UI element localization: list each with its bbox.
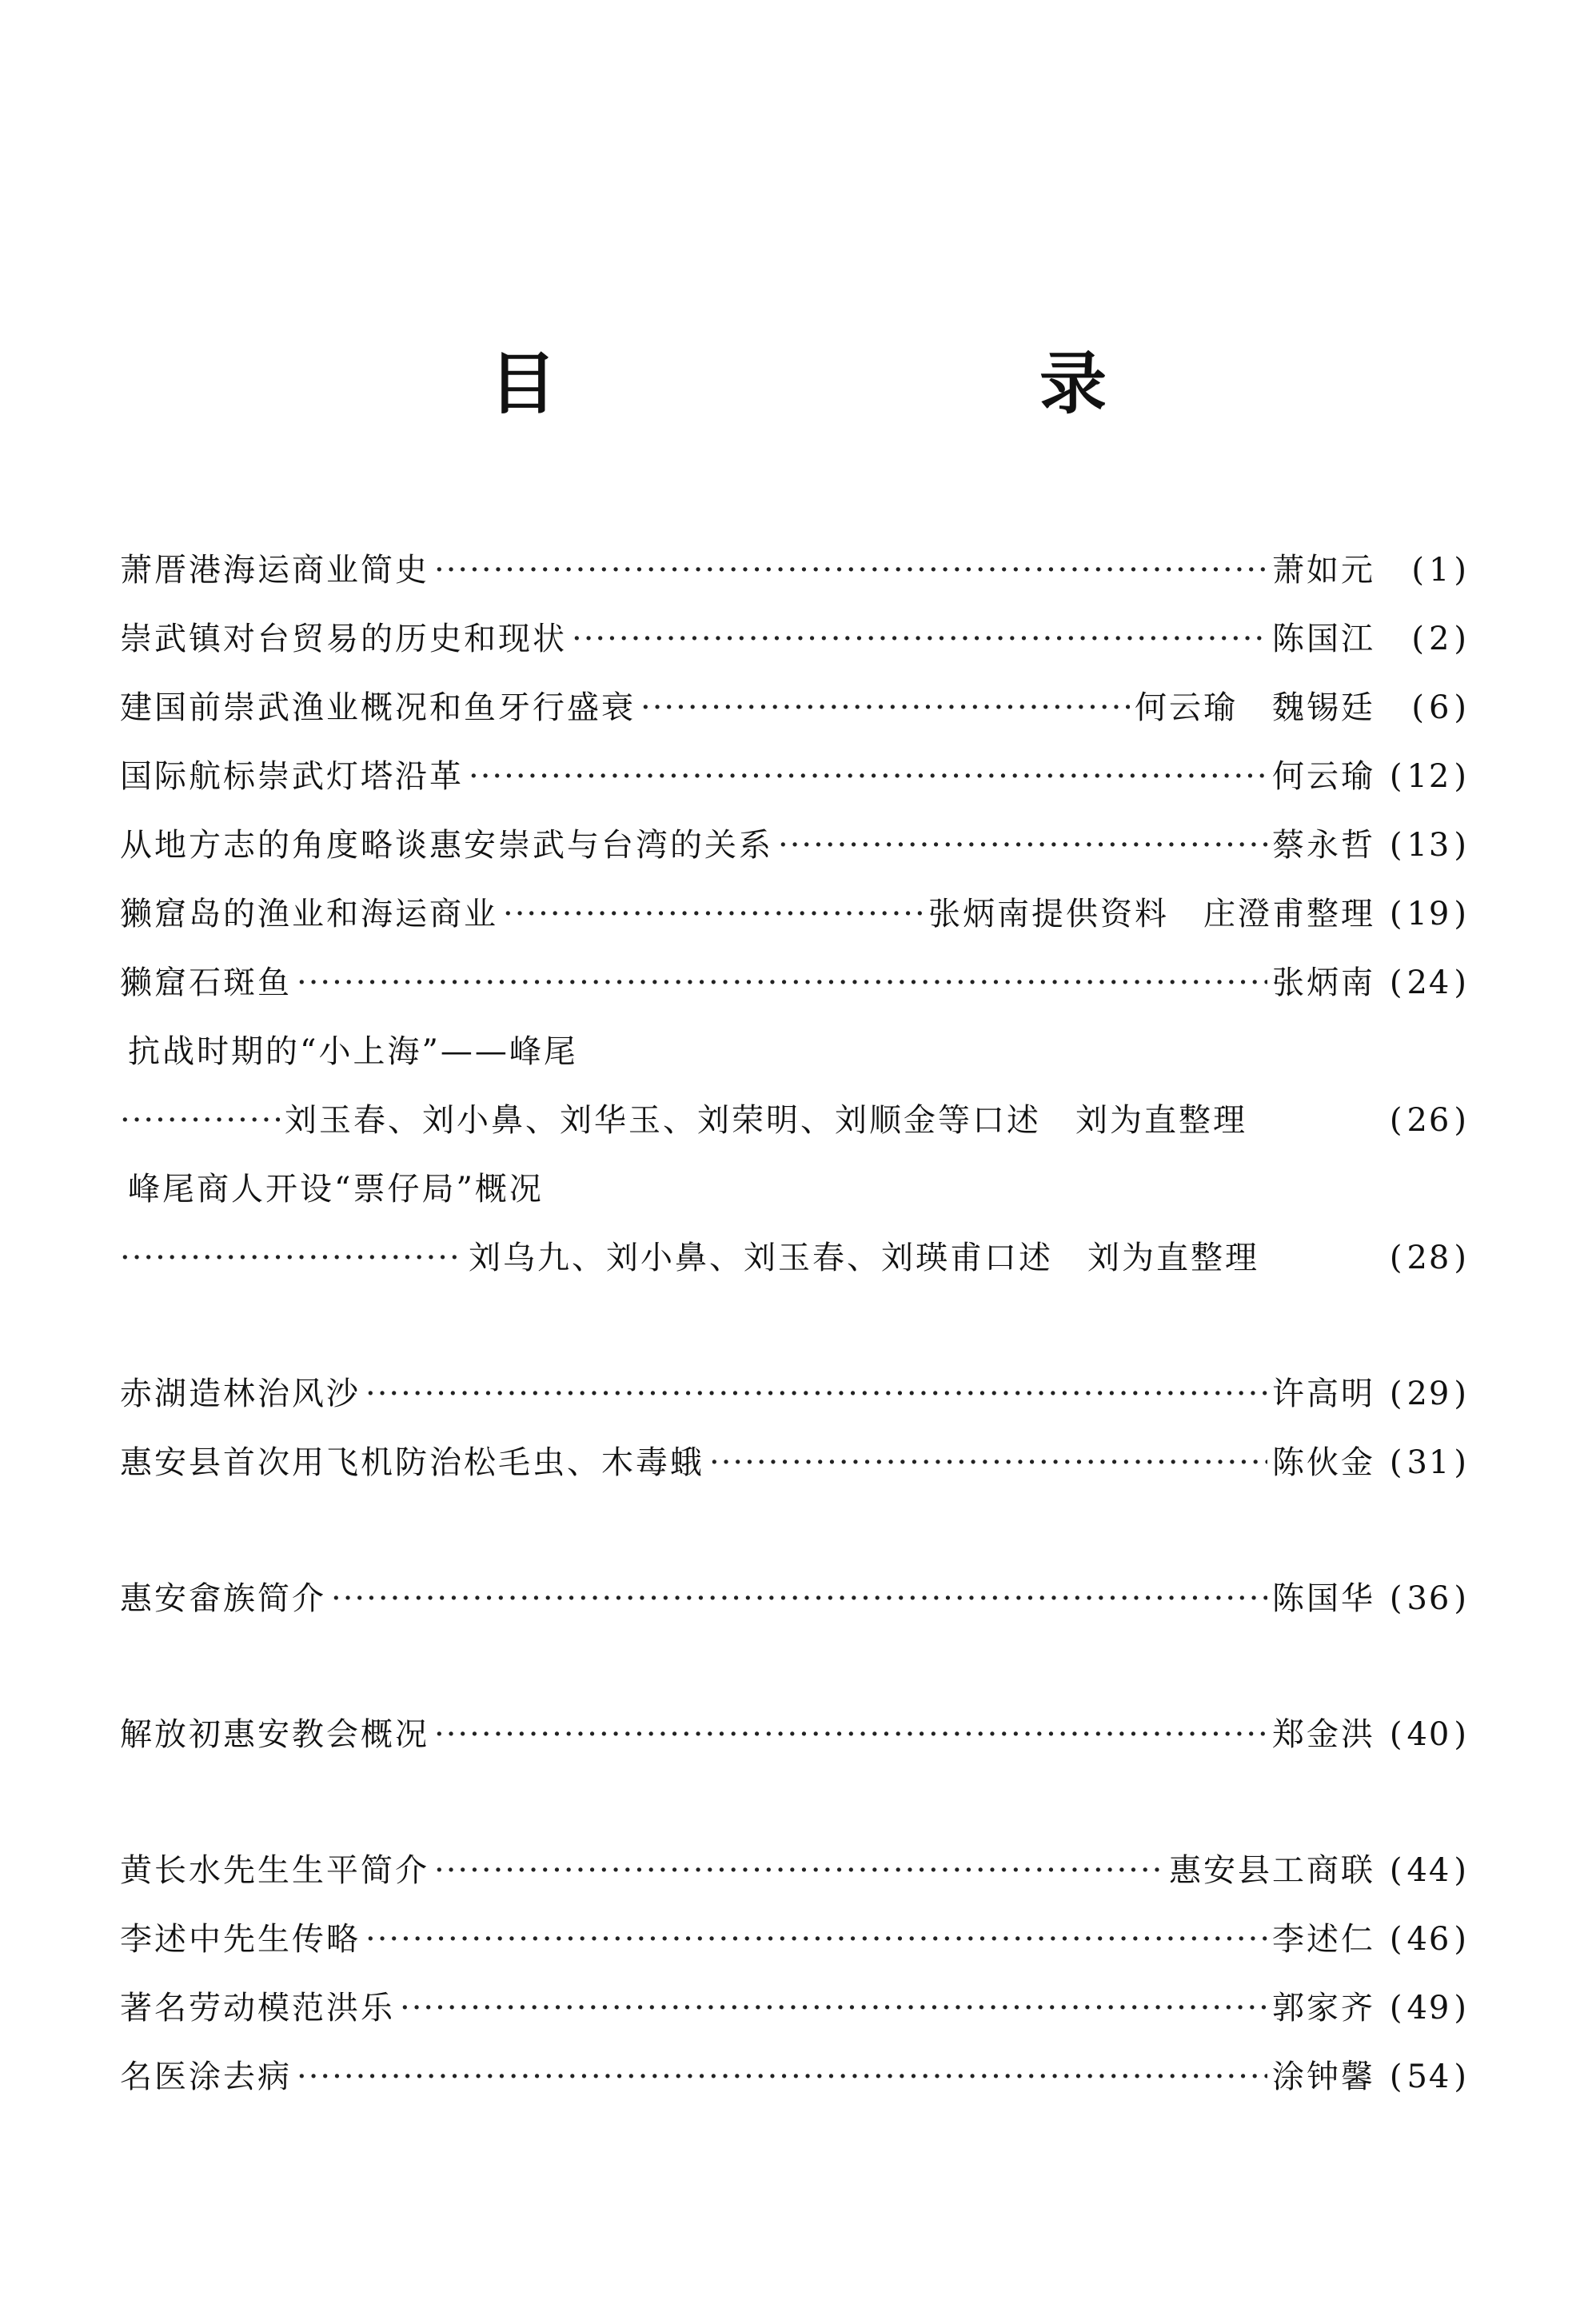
entry-author: 陈伙金 (1272, 1444, 1375, 1481)
entry-title: 惠安县首次用飞机防治松毛虫、木毒蛾 (120, 1444, 704, 1481)
entry-author: 郭家齐 (1272, 1990, 1375, 2027)
dot-leader (120, 1224, 464, 1292)
entry-page: ( 1 ) (1411, 552, 1468, 589)
dot-leader (365, 1360, 1267, 1428)
entry-author: 郑金洪 (1272, 1716, 1375, 1753)
dot-leader (297, 2042, 1267, 2111)
toc-entry (120, 673, 1471, 742)
entry-page: ( 46 ) (1389, 1921, 1468, 1958)
toc-entry (120, 536, 1471, 605)
entry-page: ( 26 ) (1389, 1102, 1468, 1139)
dot-leader (572, 605, 1267, 673)
dot-leader (434, 1836, 1164, 1905)
dot-leader (640, 673, 1130, 742)
entry-author: 张炳南提供资料 庄澄甫整理 (928, 896, 1375, 932)
entry-page: ( 44 ) (1389, 1852, 1468, 1889)
entry-page: ( 2 ) (1411, 621, 1468, 657)
entry-title: 名医涂去病 (120, 2058, 292, 2095)
toc-entry (120, 1564, 1471, 1633)
toc-entry (120, 1974, 1471, 2042)
toc-entry (120, 1086, 1471, 1155)
entry-page: ( 13 ) (1389, 827, 1468, 864)
entry-author: 惠安县工商联 (1169, 1852, 1375, 1889)
entry-author: 陈国华 (1272, 1580, 1375, 1617)
dot-leader (365, 1905, 1267, 1974)
toc-entry (120, 1428, 1471, 1497)
entry-author: 刘玉春、刘小鼻、刘华玉、刘荣明、刘顺金等口述 刘为直整理 (285, 1102, 1247, 1139)
toc-entry (120, 1836, 1471, 1905)
toc-entry (120, 948, 1471, 1017)
toc-entry (120, 2042, 1471, 2111)
dot-leader (469, 742, 1267, 811)
entry-page: ( 19 ) (1389, 896, 1468, 932)
entry-title: 獭窟岛的渔业和海运商业 (120, 896, 498, 932)
entry-title: 李述中先生传略 (120, 1921, 361, 1958)
entry-page: ( 28 ) (1389, 1240, 1468, 1276)
entry-page: ( 29 ) (1389, 1376, 1468, 1412)
toc-entry (120, 811, 1471, 880)
entry-author: 张炳南 (1272, 964, 1375, 1001)
entry-author: 许高明 (1272, 1376, 1375, 1412)
dot-leader (778, 811, 1267, 880)
dot-leader (434, 1700, 1267, 1769)
entry-page: ( 24 ) (1389, 964, 1468, 1001)
dot-leader (400, 1974, 1267, 2042)
entry-page: ( 49 ) (1389, 1990, 1468, 2027)
section-gap (120, 1769, 1471, 1836)
section-gap (120, 1292, 1471, 1360)
entry-author: 何云瑜 (1272, 758, 1375, 795)
entry-title: 黄长水先生生平简介 (120, 1852, 429, 1889)
dot-leader (120, 1086, 280, 1155)
entry-title: 赤湖造林治风沙 (120, 1376, 361, 1412)
entry-page: ( 6 ) (1411, 689, 1468, 726)
entry-title: 抗战时期的“小上海”——峰尾 (128, 1033, 578, 1070)
entry-author: 刘乌九、刘小鼻、刘玉春、刘瑛甫口述 刘为直整理 (469, 1240, 1259, 1276)
entry-title: 解放初惠安教会概况 (120, 1716, 429, 1753)
entry-page: ( 31 ) (1389, 1444, 1468, 1481)
dot-leader (503, 880, 924, 948)
dot-leader (434, 536, 1267, 605)
table-of-contents (120, 536, 1471, 2111)
toc-entry (120, 880, 1471, 948)
dot-leader (297, 948, 1267, 1017)
entry-title: 国际航标崇武灯塔沿革 (120, 758, 464, 795)
section-gap (120, 1497, 1471, 1564)
entry-author: 李述仁 (1272, 1921, 1375, 1958)
toc-entry (120, 1905, 1471, 1974)
toc-entry (120, 1360, 1471, 1428)
section-gap (120, 1633, 1471, 1700)
entry-author: 何云瑜 魏锡廷 (1135, 689, 1375, 726)
toc-entry (120, 605, 1471, 673)
entry-title: 峰尾商人开设“票仔局”概况 (128, 1171, 544, 1208)
toc-entry (120, 1700, 1471, 1769)
entry-page: ( 40 ) (1389, 1716, 1468, 1753)
entry-author: 陈国江 (1272, 621, 1375, 657)
entry-title: 著名劳动模范洪乐 (120, 1990, 395, 2027)
entry-author: 萧如元 (1272, 552, 1375, 589)
entry-page: ( 36 ) (1389, 1580, 1468, 1617)
entry-title: 建国前崇武渔业概况和鱼牙行盛衰 (120, 689, 636, 726)
entry-title: 萧厝港海运商业简史 (120, 552, 429, 589)
entry-page: ( 12 ) (1389, 758, 1468, 795)
toc-entry (120, 1224, 1471, 1292)
entry-author: 涂钟馨 (1272, 2058, 1375, 2095)
entry-page: ( 54 ) (1389, 2058, 1468, 2095)
entry-author: 蔡永哲 (1272, 827, 1375, 864)
entry-title: 獭窟石斑鱼 (120, 964, 292, 1001)
entry-title: 崇武镇对台贸易的历史和现状 (120, 621, 567, 657)
entry-title: 惠安畲族简介 (120, 1580, 326, 1617)
dot-leader (709, 1428, 1267, 1497)
entry-title: 从地方志的角度略谈惠安崇武与台湾的关系 (120, 827, 773, 864)
toc-entry (120, 742, 1471, 811)
dot-leader (331, 1564, 1267, 1633)
page-title: 目 录 (489, 345, 1315, 423)
